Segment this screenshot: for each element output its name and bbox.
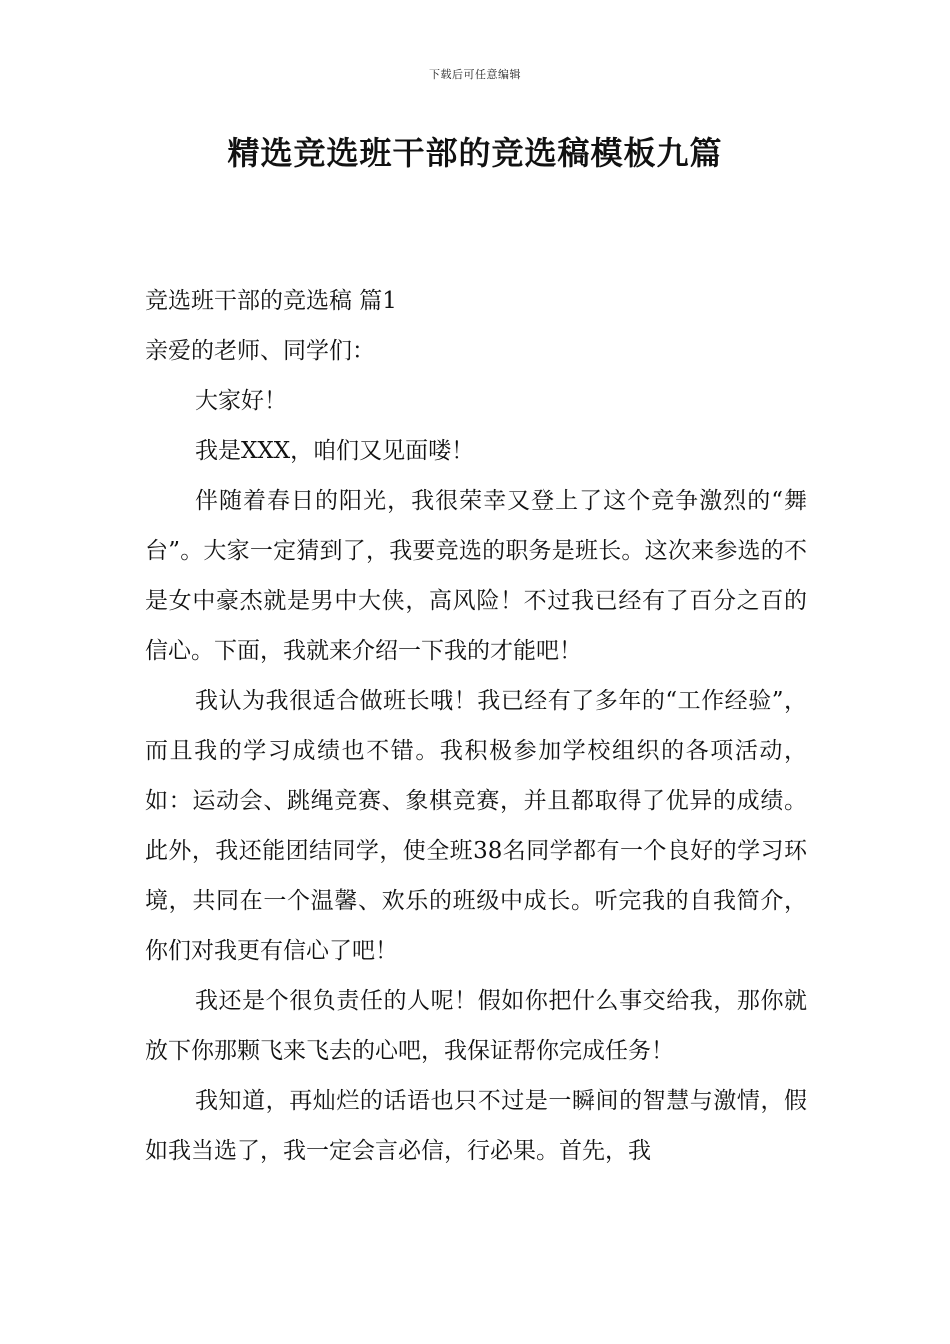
introduction-paragraph: 我是XXX，咱们又见面喽！ — [195, 438, 475, 464]
document-title: 精选竞选班干部的竞选稿模板九篇 — [227, 134, 723, 172]
body-paragraph: 我还是个很负责任的人呢！假如你把什么事交给我，那你就放下你那颗飞来飞去的心吧，我保证帮你完成任务！ — [145, 988, 807, 1064]
salutation-paragraph: 亲爱的老师、同学们： — [145, 338, 375, 364]
greeting-paragraph: 大家好！ — [195, 388, 287, 414]
body-paragraph: 我知道，再灿烂的话语也只不过是一瞬间的智慧与激情，假如我当选了，我一定会言必信，行必果。首先，我 — [145, 1088, 807, 1164]
section-heading: 竞选班干部的竞选稿 篇1 — [145, 288, 397, 314]
body-paragraph: 我认为我很适合做班长哦！我已经有了多年的“工作经验”，而且我的学习成绩也不错。我积极参加学校组织的各项活动，如：运动会、跳绳竞赛、象棋竞赛，并且都取得了优异的成绩。此外，我还能团结同学，使全班38名同学都有一个良好的学习环境，共同在一个温馨、欢乐的班级中成长。听完我的自我简介，你们对我更有信心了吧！ — [145, 688, 807, 964]
body-paragraph: 伴随着春日的阳光，我很荣幸又登上了这个竞争激烈的“舞台”。大家一定猜到了，我要竞选的职务是班长。这次来参选的不是女中豪杰就是男中大侠，高风险！不过我已经有了百分之百的信心。下面，我就来介绍一下我的才能吧！ — [145, 488, 807, 664]
document-body — [145, 276, 807, 1176]
header-note: 下载后可任意编辑 — [429, 68, 521, 81]
